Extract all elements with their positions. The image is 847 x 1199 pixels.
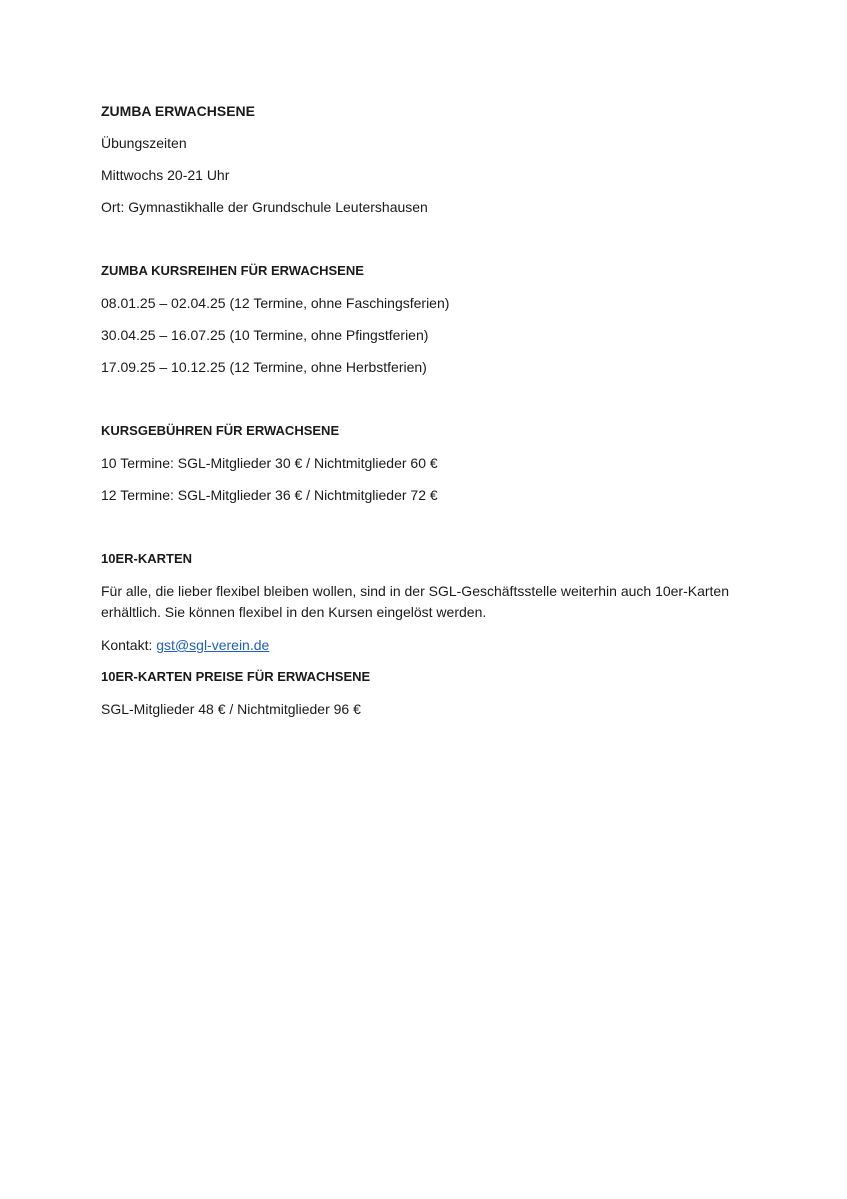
course-series-item: 08.01.25 – 02.04.25 (12 Termine, ohne Faschingsferien) xyxy=(101,295,450,311)
section-title-course-fees: KURSGEBÜHREN FÜR ERWACHSENE xyxy=(101,423,340,438)
document-content xyxy=(101,101,761,719)
section-title-course-series: ZUMBA KURSREIHEN FÜR ERWACHSENE xyxy=(101,263,364,278)
10er-card-price-item: SGL-Mitglieder 48 € / Nichtmitglieder 96 € xyxy=(101,701,361,717)
contact-label: Kontakt: xyxy=(101,637,157,653)
practice-times-label: Übungszeiten xyxy=(101,135,187,151)
10er-cards-description-line1: Für alle, die lieber flexibel bleiben wollen, sind in der SGL-Geschäftsstelle weiterhin auch 10er-Karten xyxy=(101,583,729,599)
practice-times-value: Mittwochs 20-21 Uhr xyxy=(101,167,230,183)
location-line: Ort: Gymnastikhalle der Grundschule Leutershausen xyxy=(101,199,428,215)
course-series-item: 30.04.25 – 16.07.25 (10 Termine, ohne Pfingstferien) xyxy=(101,327,429,343)
section-title-zumba: ZUMBA ERWACHSENE xyxy=(101,103,256,119)
course-fee-item: 12 Termine: SGL-Mitglieder 36 € / Nichtmitglieder 72 € xyxy=(101,487,438,503)
course-fee-item: 10 Termine: SGL-Mitglieder 30 € / Nichtmitglieder 60 € xyxy=(101,455,438,471)
section-title-10er-cards: 10ER-KARTEN xyxy=(101,551,193,566)
course-series-item: 17.09.25 – 10.12.25 (12 Termine, ohne Herbstferien) xyxy=(101,359,427,375)
contact-line xyxy=(101,635,761,655)
10er-cards-description-line2: erhältlich. Sie können flexibel in den Kursen eingelöst werden. xyxy=(101,604,487,620)
contact-email-link[interactable]: gst@sgl-verein.de xyxy=(156,637,270,653)
section-title-10er-card-prices: 10ER-KARTEN PREISE FÜR ERWACHSENE xyxy=(101,669,371,684)
10er-cards-description xyxy=(101,581,761,623)
